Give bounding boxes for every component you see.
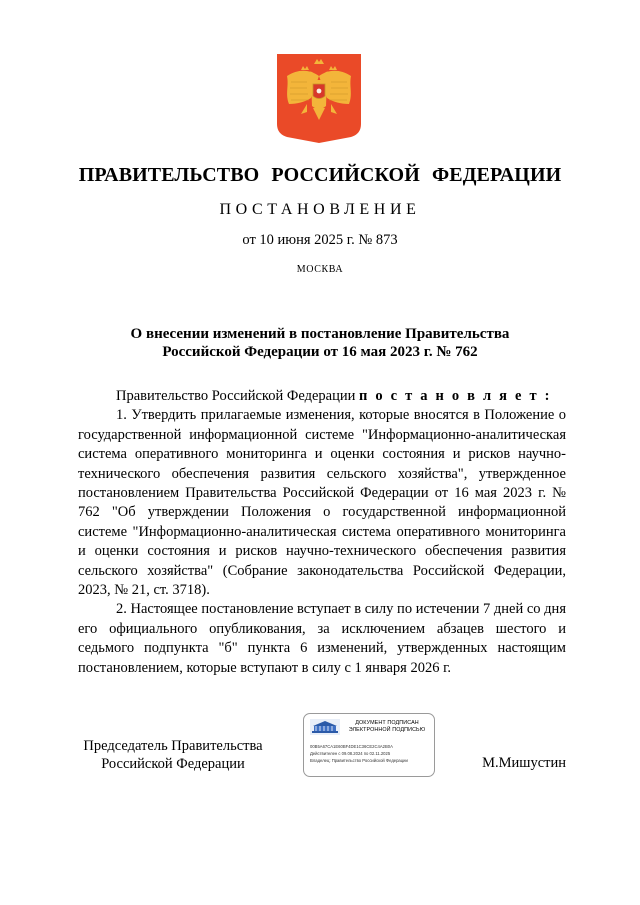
document-title <box>0 325 640 361</box>
resolves-keyword: п о с т а н о в л я е т : <box>358 388 552 404</box>
paragraph-1: 1. Утвердить прилагаемые изменения, которые вносятся в Положение о государственной информационной системе "Информационно-аналитическая система оперативного мониторинга и оценки состояния и рисков научно-технического обеспечения развития сельского хозяйства", утвержденное постановлением Правительства Российской Федерации от 16 мая 2023 г. № 762 "Об утверждении Положения о государственной информационной системе "Информационно-аналитическая система оперативного мониторинга и оценки состояния и рисков научно-технического обеспечения развития сельского хозяйства" (Собрание законодательства Российской Федерации, 2023, № 21, ст. 3718). <box>78 407 566 599</box>
document-type: ПОСТАНОВЛЕНИЕ <box>219 201 421 218</box>
organization-title: ПРАВИТЕЛЬСТВО РОССИЙСКОЙ ФЕДЕРАЦИИ <box>78 164 562 186</box>
document-title-line: О внесении изменений в постановление Правительства <box>130 326 510 342</box>
signatory-position <box>78 737 268 773</box>
government-building-icon <box>310 719 340 735</box>
document-city: МОСКВА <box>296 264 344 275</box>
intro-text: Правительство Российской Федерации <box>116 388 359 404</box>
stamp-owner: Владелец: Правительство Российской Федерации <box>310 758 408 763</box>
stamp-heading-line: ДОКУМЕНТ ПОДПИСАН <box>355 720 419 726</box>
electronic-signature-stamp <box>303 713 435 777</box>
document-date-number: от 10 июня 2025 г. № 873 <box>242 232 398 248</box>
russian-coat-of-arms-icon <box>277 54 361 143</box>
signatory-name: М.Мишустин <box>482 755 566 771</box>
stamp-heading <box>344 720 430 734</box>
signatory-position-line: Председатель Правительства <box>83 738 263 754</box>
intro-paragraph <box>78 387 566 406</box>
paragraph-2: 2. Настоящее постановление вступает в силу по истечении 7 дней со дня его официального опубликования, за исключением абзацев шестого и седьмого подпункта "б" пункта 6 изменений, утвержденных настоящим постановлением, которые вступают в силу с 1 января 2026 г. <box>78 601 566 676</box>
stamp-validity: Действителен с 09.08.2024 по 02.11.2025 <box>310 751 391 756</box>
stamp-heading-line: ЭЛЕКТРОННОЙ ПОДПИСЬЮ <box>348 727 426 733</box>
signatory-position-line: Российской Федерации <box>101 756 245 772</box>
document-body <box>78 387 566 678</box>
document-title-line: Российской Федерации от 16 мая 2023 г. № 762 <box>162 344 478 360</box>
stamp-certificate: 00B5A67CA1E60BF4DE1C36CE2C4A2B0A <box>310 744 393 749</box>
